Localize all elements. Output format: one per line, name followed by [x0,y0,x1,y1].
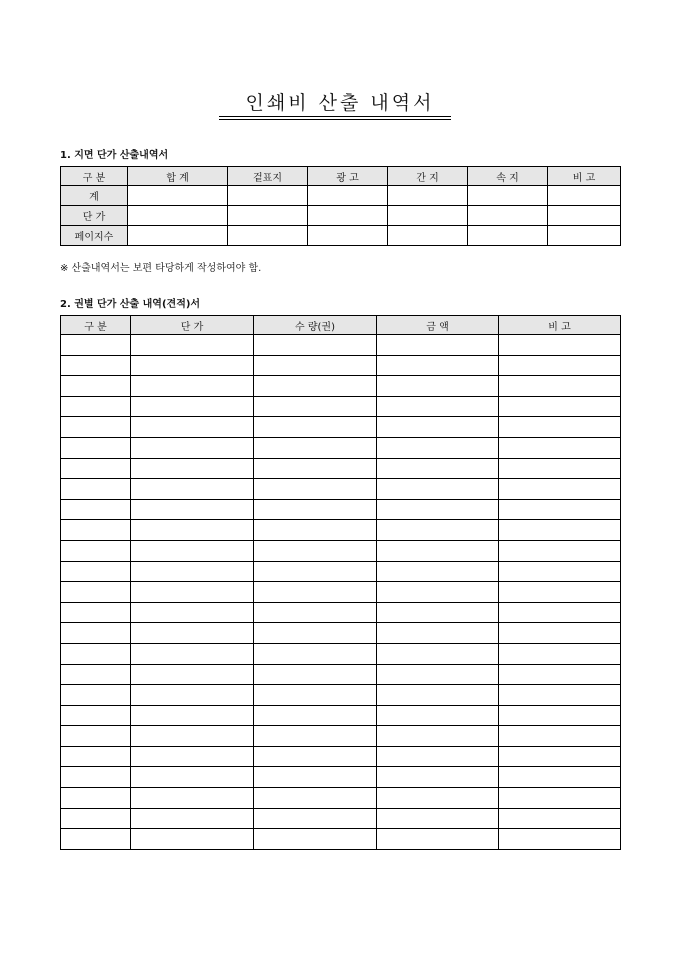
table-cell[interactable] [61,540,131,561]
table-row [61,643,621,664]
table-cell[interactable] [254,437,377,458]
table-cell[interactable] [548,206,621,226]
table-row [61,746,621,767]
table-cell[interactable] [254,499,377,520]
table-cell[interactable] [254,685,377,706]
table-cell[interactable] [131,437,254,458]
table-cell[interactable] [61,335,131,356]
table-cell[interactable] [377,602,499,623]
table-cell[interactable] [254,623,377,644]
table-cell[interactable] [131,602,254,623]
table-cell[interactable] [377,540,499,561]
table-cell[interactable] [61,499,131,520]
document-title: 인쇄비 산출 내역서 [245,92,435,114]
table-cell[interactable] [377,726,499,747]
table-row [61,726,621,747]
table-cell[interactable] [377,355,499,376]
table-cell[interactable] [377,746,499,767]
table-row [61,437,621,458]
table-cell[interactable] [377,829,499,850]
column-header: 속 지 [468,167,548,186]
table-row [61,788,621,809]
table-cell[interactable] [377,705,499,726]
table-cell[interactable] [377,335,499,356]
table-cell[interactable] [254,335,377,356]
table-cell[interactable] [61,808,131,829]
table-cell[interactable] [131,520,254,541]
table-cell[interactable] [131,685,254,706]
table-cell[interactable] [499,767,621,788]
column-header: 간 지 [388,167,468,186]
table-cell[interactable] [254,540,377,561]
table-cell[interactable] [377,767,499,788]
table-cell[interactable] [254,788,377,809]
table-header-row [61,167,621,186]
table-row [61,355,621,376]
table-cell[interactable] [377,685,499,706]
table-cell[interactable] [131,561,254,582]
table-cell[interactable] [468,186,548,206]
table-cell[interactable] [254,664,377,685]
table-cell[interactable] [308,226,388,246]
table-cell[interactable] [377,417,499,438]
table-cell[interactable] [131,808,254,829]
table-cell[interactable] [254,808,377,829]
table-cell[interactable] [254,746,377,767]
column-header: 단 가 [131,316,254,335]
table-cell[interactable] [377,376,499,397]
table-cell[interactable] [61,767,131,788]
table-cell[interactable] [499,335,621,356]
table-row [61,561,621,582]
table-row [61,335,621,356]
table-cell[interactable] [499,788,621,809]
table-row [61,705,621,726]
page-unit-price-table [60,166,621,246]
table-cell[interactable] [254,602,377,623]
table-cell[interactable] [499,602,621,623]
table-cell[interactable] [377,437,499,458]
column-header: 수 량(권) [254,316,377,335]
table-cell[interactable] [499,746,621,767]
table-cell[interactable] [61,664,131,685]
table-cell[interactable] [499,808,621,829]
table-cell[interactable] [254,479,377,500]
table-cell[interactable] [377,788,499,809]
table-cell[interactable] [131,396,254,417]
table-row [61,520,621,541]
table-cell[interactable] [499,479,621,500]
table-cell[interactable] [388,226,468,246]
table-cell[interactable] [499,664,621,685]
table-cell[interactable] [131,582,254,603]
table-cell[interactable] [131,479,254,500]
table-cell[interactable] [499,376,621,397]
table-row [61,540,621,561]
table-cell[interactable] [61,561,131,582]
table-cell[interactable] [499,705,621,726]
table-row [61,829,621,850]
table-cell[interactable] [131,767,254,788]
table-cell[interactable] [499,458,621,479]
table-cell[interactable] [377,664,499,685]
table-cell[interactable] [61,602,131,623]
section2-heading: 2. 권별 단가 산출 내역(견적)서 [60,299,201,310]
table-cell[interactable] [254,376,377,397]
table-cell[interactable] [61,623,131,644]
table-cell[interactable] [548,186,621,206]
table-row [61,808,621,829]
table-cell[interactable] [468,226,548,246]
table-cell[interactable] [254,705,377,726]
table-cell[interactable] [254,726,377,747]
table-cell[interactable] [377,623,499,644]
table-cell[interactable] [499,520,621,541]
table-cell[interactable] [131,746,254,767]
table-cell[interactable] [61,520,131,541]
table-row [61,376,621,397]
table-cell[interactable] [131,664,254,685]
table-row [61,582,621,603]
table-cell[interactable] [499,623,621,644]
table-cell[interactable] [131,788,254,809]
table-cell[interactable] [61,643,131,664]
table-row [61,186,621,206]
table-cell[interactable] [254,767,377,788]
table-cell[interactable] [254,561,377,582]
column-header: 합 계 [128,167,228,186]
table-cell[interactable] [254,396,377,417]
table-cell[interactable] [499,561,621,582]
table-cell[interactable] [308,186,388,206]
table-cell[interactable] [254,355,377,376]
table-row [61,685,621,706]
row-label: 페이지수 [61,226,128,246]
table-row [61,767,621,788]
column-header: 금 액 [377,316,499,335]
table-cell[interactable] [499,417,621,438]
volume-unit-price-table [60,315,621,850]
row-label: 단 가 [61,206,128,226]
table-cell[interactable] [377,561,499,582]
table-cell[interactable] [254,643,377,664]
table-row [61,479,621,500]
table-cell[interactable] [377,643,499,664]
table-cell[interactable] [131,417,254,438]
section1-heading: 1. 지면 단가 산출내역서 [60,150,169,161]
column-header: 겉표지 [228,167,308,186]
table-row [61,226,621,246]
table-cell[interactable] [254,520,377,541]
table-cell[interactable] [61,458,131,479]
table-row [61,458,621,479]
table-cell[interactable] [61,726,131,747]
table-cell[interactable] [131,355,254,376]
table-cell[interactable] [377,458,499,479]
table-cell[interactable] [254,582,377,603]
table-header-row [61,316,621,335]
column-header: 비 고 [548,167,621,186]
table-cell[interactable] [131,499,254,520]
table-cell[interactable] [388,186,468,206]
table-cell[interactable] [468,206,548,226]
table-cell[interactable] [377,520,499,541]
table-cell[interactable] [499,726,621,747]
table-cell[interactable] [499,829,621,850]
table-cell[interactable] [499,499,621,520]
table-cell[interactable] [254,458,377,479]
table-row [61,206,621,226]
table-cell[interactable] [61,396,131,417]
column-header: 구 분 [61,316,131,335]
table-cell[interactable] [131,726,254,747]
table-cell[interactable] [499,582,621,603]
column-header: 광 고 [308,167,388,186]
table-cell[interactable] [131,829,254,850]
table-cell[interactable] [377,808,499,829]
table-row [61,623,621,644]
table-cell[interactable] [61,829,131,850]
note-text: ※ 산출내역서는 보편 타당하게 작성하여야 함. [60,263,262,274]
table-cell[interactable] [499,396,621,417]
table-cell[interactable] [61,479,131,500]
table-cell[interactable] [61,417,131,438]
table-row [61,396,621,417]
table-cell[interactable] [61,788,131,809]
table-cell[interactable] [377,479,499,500]
table-cell[interactable] [61,355,131,376]
table-cell[interactable] [61,437,131,458]
table-cell[interactable] [228,186,308,206]
table-cell[interactable] [254,829,377,850]
table-cell[interactable] [548,226,621,246]
table-cell[interactable] [499,437,621,458]
table-cell[interactable] [131,643,254,664]
table-cell[interactable] [61,376,131,397]
table-cell[interactable] [131,376,254,397]
table-cell[interactable] [377,499,499,520]
table-cell[interactable] [499,540,621,561]
column-header: 비 고 [499,316,621,335]
table-cell[interactable] [388,206,468,226]
table-cell[interactable] [254,417,377,438]
table-row [61,602,621,623]
table-cell[interactable] [128,226,228,246]
title-double-underline [219,116,451,120]
table-cell[interactable] [377,582,499,603]
table-cell[interactable] [128,186,228,206]
table-cell[interactable] [499,643,621,664]
table-cell[interactable] [308,206,388,226]
table-cell[interactable] [499,355,621,376]
table-cell[interactable] [61,705,131,726]
table-cell[interactable] [131,335,254,356]
table-cell[interactable] [228,226,308,246]
table-cell[interactable] [61,685,131,706]
table-cell[interactable] [131,705,254,726]
table-cell[interactable] [128,206,228,226]
row-label: 계 [61,186,128,206]
table-cell[interactable] [131,540,254,561]
table-cell[interactable] [61,746,131,767]
table-cell[interactable] [228,206,308,226]
table-row [61,417,621,438]
table-cell[interactable] [131,623,254,644]
table-cell[interactable] [61,582,131,603]
table-cell[interactable] [131,458,254,479]
table-row [61,499,621,520]
column-header: 구 분 [61,167,128,186]
table-row [61,664,621,685]
table-cell[interactable] [499,685,621,706]
table-cell[interactable] [377,396,499,417]
